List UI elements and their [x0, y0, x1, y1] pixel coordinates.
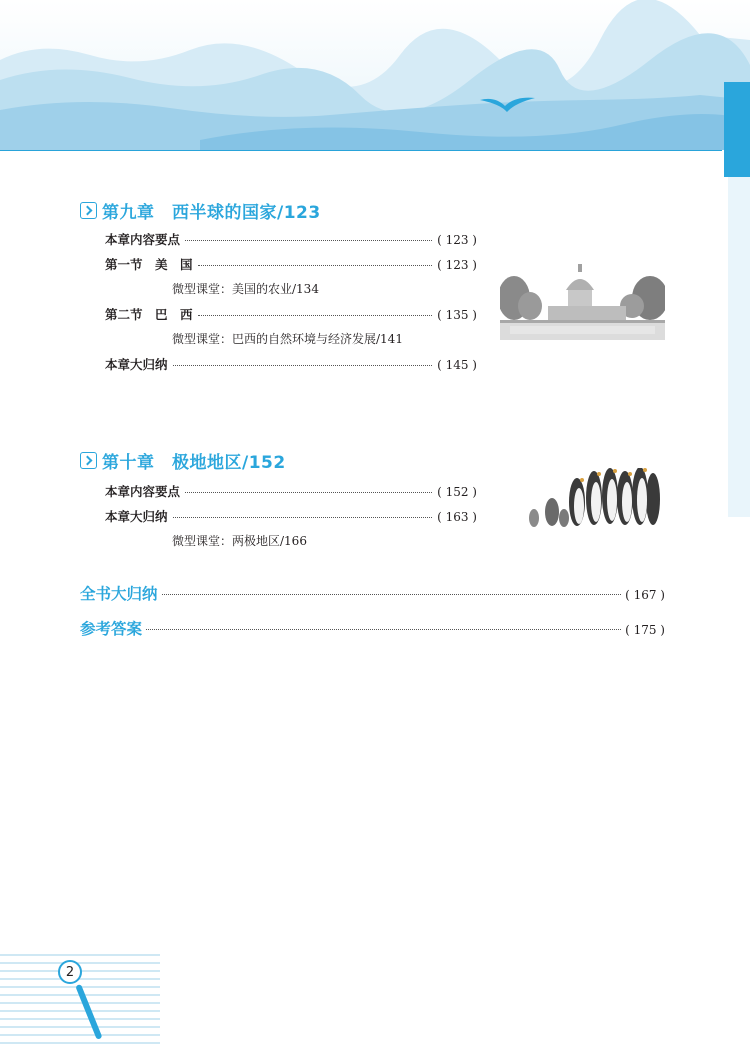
dot-leader: [185, 240, 432, 241]
us-capitol-photo: [500, 262, 665, 340]
answers-row[interactable]: [80, 617, 665, 639]
page-number: 2: [58, 960, 82, 984]
side-tab: [724, 82, 750, 177]
toc-page: ( 167 ): [625, 588, 665, 602]
sub-entry[interactable]: 微型课堂：美国的农业/134: [172, 282, 319, 296]
chevron-right-icon: [80, 452, 97, 469]
mountain-landscape-banner: [0, 0, 750, 150]
sub-entry[interactable]: 微型课堂：两极地区/166: [172, 534, 307, 548]
toc-label: 本章大归纳: [105, 357, 168, 372]
chapter-title: 第九章 西半球的国家/123: [102, 203, 321, 223]
toc-page: ( 163 ): [437, 510, 477, 524]
dot-leader: [173, 517, 433, 518]
toc-label: 第二节 巴 西: [105, 307, 193, 322]
side-tab-light: [728, 177, 750, 517]
chapter-9-heading[interactable]: [80, 198, 321, 223]
dot-leader: [162, 594, 622, 595]
toc-label: 第一节 美 国: [105, 257, 193, 272]
toc-label: 本章内容要点: [105, 484, 181, 499]
penguins-photo: [522, 468, 662, 530]
dot-leader: [173, 365, 433, 366]
dot-leader: [146, 629, 621, 630]
header-divider: [0, 150, 722, 151]
toc-label: 参考答案: [80, 620, 143, 638]
toc-page: ( 145 ): [437, 358, 477, 372]
toc-row[interactable]: [105, 355, 477, 373]
book-summary-row[interactable]: [80, 582, 665, 604]
toc-page: ( 123 ): [437, 233, 477, 247]
toc-label: 全书大归纳: [80, 585, 158, 603]
chapter-title: 第十章 极地地区/152: [102, 453, 286, 473]
sub-entry[interactable]: 微型课堂：巴西的自然环境与经济发展/141: [172, 332, 403, 346]
toc-row[interactable]: [105, 507, 477, 525]
toc-row[interactable]: [105, 482, 477, 500]
toc-row[interactable]: [105, 230, 477, 248]
toc-page: ( 152 ): [437, 485, 477, 499]
dot-leader: [198, 265, 433, 266]
toc-page: ( 175 ): [625, 623, 665, 637]
toc-row[interactable]: [105, 305, 477, 323]
dot-leader: [198, 315, 433, 316]
toc-label: 本章内容要点: [105, 232, 181, 247]
toc-label: 本章大归纳: [105, 509, 168, 524]
toc-page: ( 123 ): [437, 258, 477, 272]
toc-row[interactable]: [105, 255, 477, 273]
chapter-10-heading[interactable]: [80, 448, 286, 473]
dot-leader: [185, 492, 432, 493]
chevron-right-icon: [80, 202, 97, 219]
toc-page: ( 135 ): [437, 308, 477, 322]
